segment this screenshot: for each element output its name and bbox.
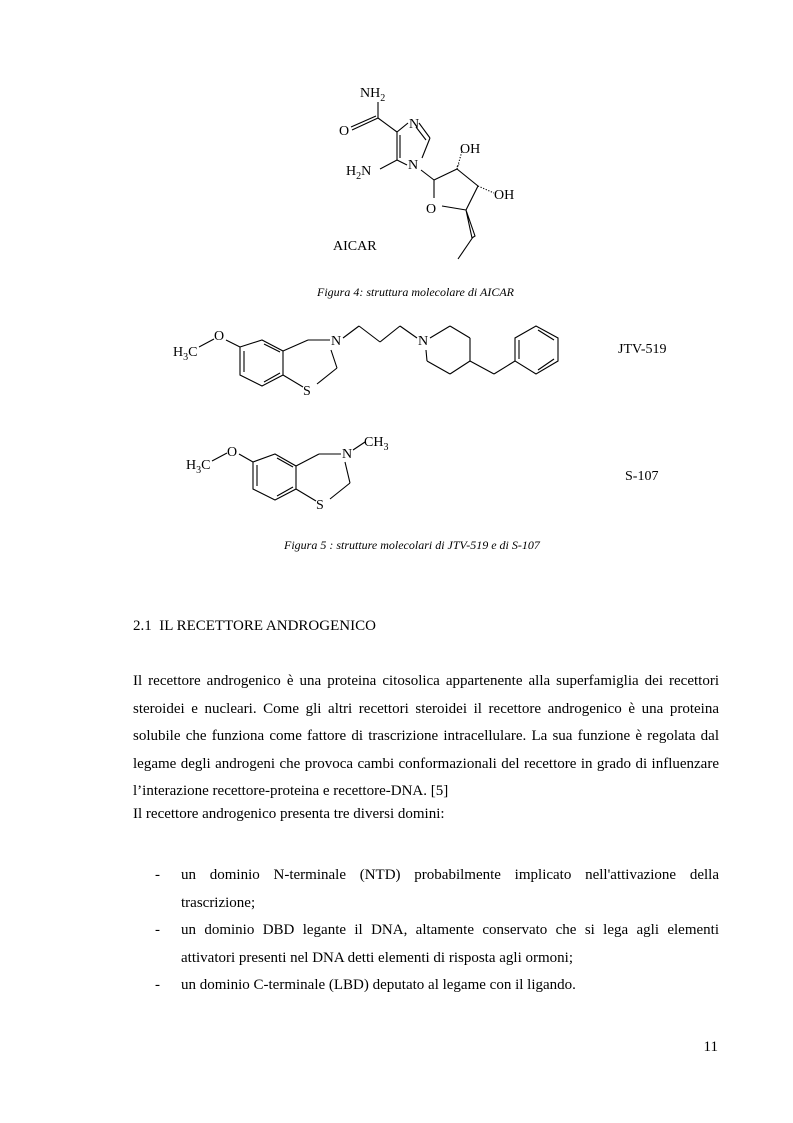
page-number: 11 (703, 1039, 718, 1055)
section-number: 2.1 (133, 618, 152, 634)
list-item-text: un dominio DBD legante il DNA, altamente conservato che si lega agli elementi attivatori presenti nel DNA detti elementi di risposta agli ormoni; (181, 922, 719, 966)
s107-structure (185, 432, 415, 522)
jtv-atom-h3c: $H_3C$ (173, 345, 198, 363)
aicar-label: AICAR (333, 239, 377, 254)
jtv519-structure (170, 318, 590, 408)
aicar-atom-nh2: $NH_2$ (360, 86, 386, 104)
list-dash: - (155, 922, 160, 938)
body-paragraph-2: Il recettore androgenico presenta tre diversi domini: (133, 806, 445, 822)
list-item (133, 862, 719, 917)
list-dash: - (155, 867, 160, 883)
jtv-atom-n1: N (331, 334, 342, 349)
s107-atom-s: S (316, 498, 324, 513)
jtv519-label: JTV-519 (618, 342, 667, 357)
aicar-atom-h2n: $H_2N$ (346, 164, 372, 182)
aicar-atom-o-ring: O (426, 202, 437, 217)
jtv-atom-o: O (214, 329, 225, 344)
aicar-atom-oh-top: OH (460, 142, 481, 157)
domain-list (133, 862, 719, 1000)
list-item-text: un dominio N-terminale (NTD) probabilmente implicato nell'attivazione della trascrizione; (181, 867, 719, 911)
body-paragraph-1: Il recettore androgenico è una proteina citosolica appartenente alla superfamiglia dei recettori steroidei e nucleari. Come gli altri recettori steroidei il recettore androgenico è una proteina solubile che funziona come fattore di trascrizione intracellulare. La sua funzione è regolata dal legame degli androgeni che provoca cambi conformazionali del recettore in grado di influenzare l’interazione recettore-proteina e recettore-DNA. [5] (133, 673, 719, 799)
list-dash: - (155, 977, 160, 993)
jtv-atom-s: S (303, 384, 311, 399)
s107-label: S-107 (625, 469, 659, 484)
jtv-atom-n2: N (418, 334, 429, 349)
aicar-atom-oh-right: OH (494, 188, 515, 203)
figure4-caption: Figura 4: struttura molecolare di AICAR (317, 285, 514, 299)
s107-atom-ch3: $CH_3$ (364, 435, 389, 453)
section-title: IL RECETTORE ANDROGENICO (159, 618, 376, 634)
figure5-caption: Figura 5 : strutture molecolari di JTV-519 e di S-107 (284, 538, 540, 552)
s107-atom-h3c: $H_3C$ (186, 458, 211, 476)
list-item (133, 917, 719, 972)
aicar-atom-n-bottom: N (408, 158, 419, 173)
list-item-text: un dominio C-terminale (LBD) deputato al legame con il ligando. (181, 977, 576, 993)
s107-atom-n: N (342, 447, 353, 462)
aicar-atom-n-top: N (409, 117, 420, 132)
aicar-atom-o-carbonyl: O (339, 124, 350, 139)
list-item (133, 972, 719, 1000)
s107-atom-o: O (227, 445, 238, 460)
section-heading (133, 618, 376, 635)
